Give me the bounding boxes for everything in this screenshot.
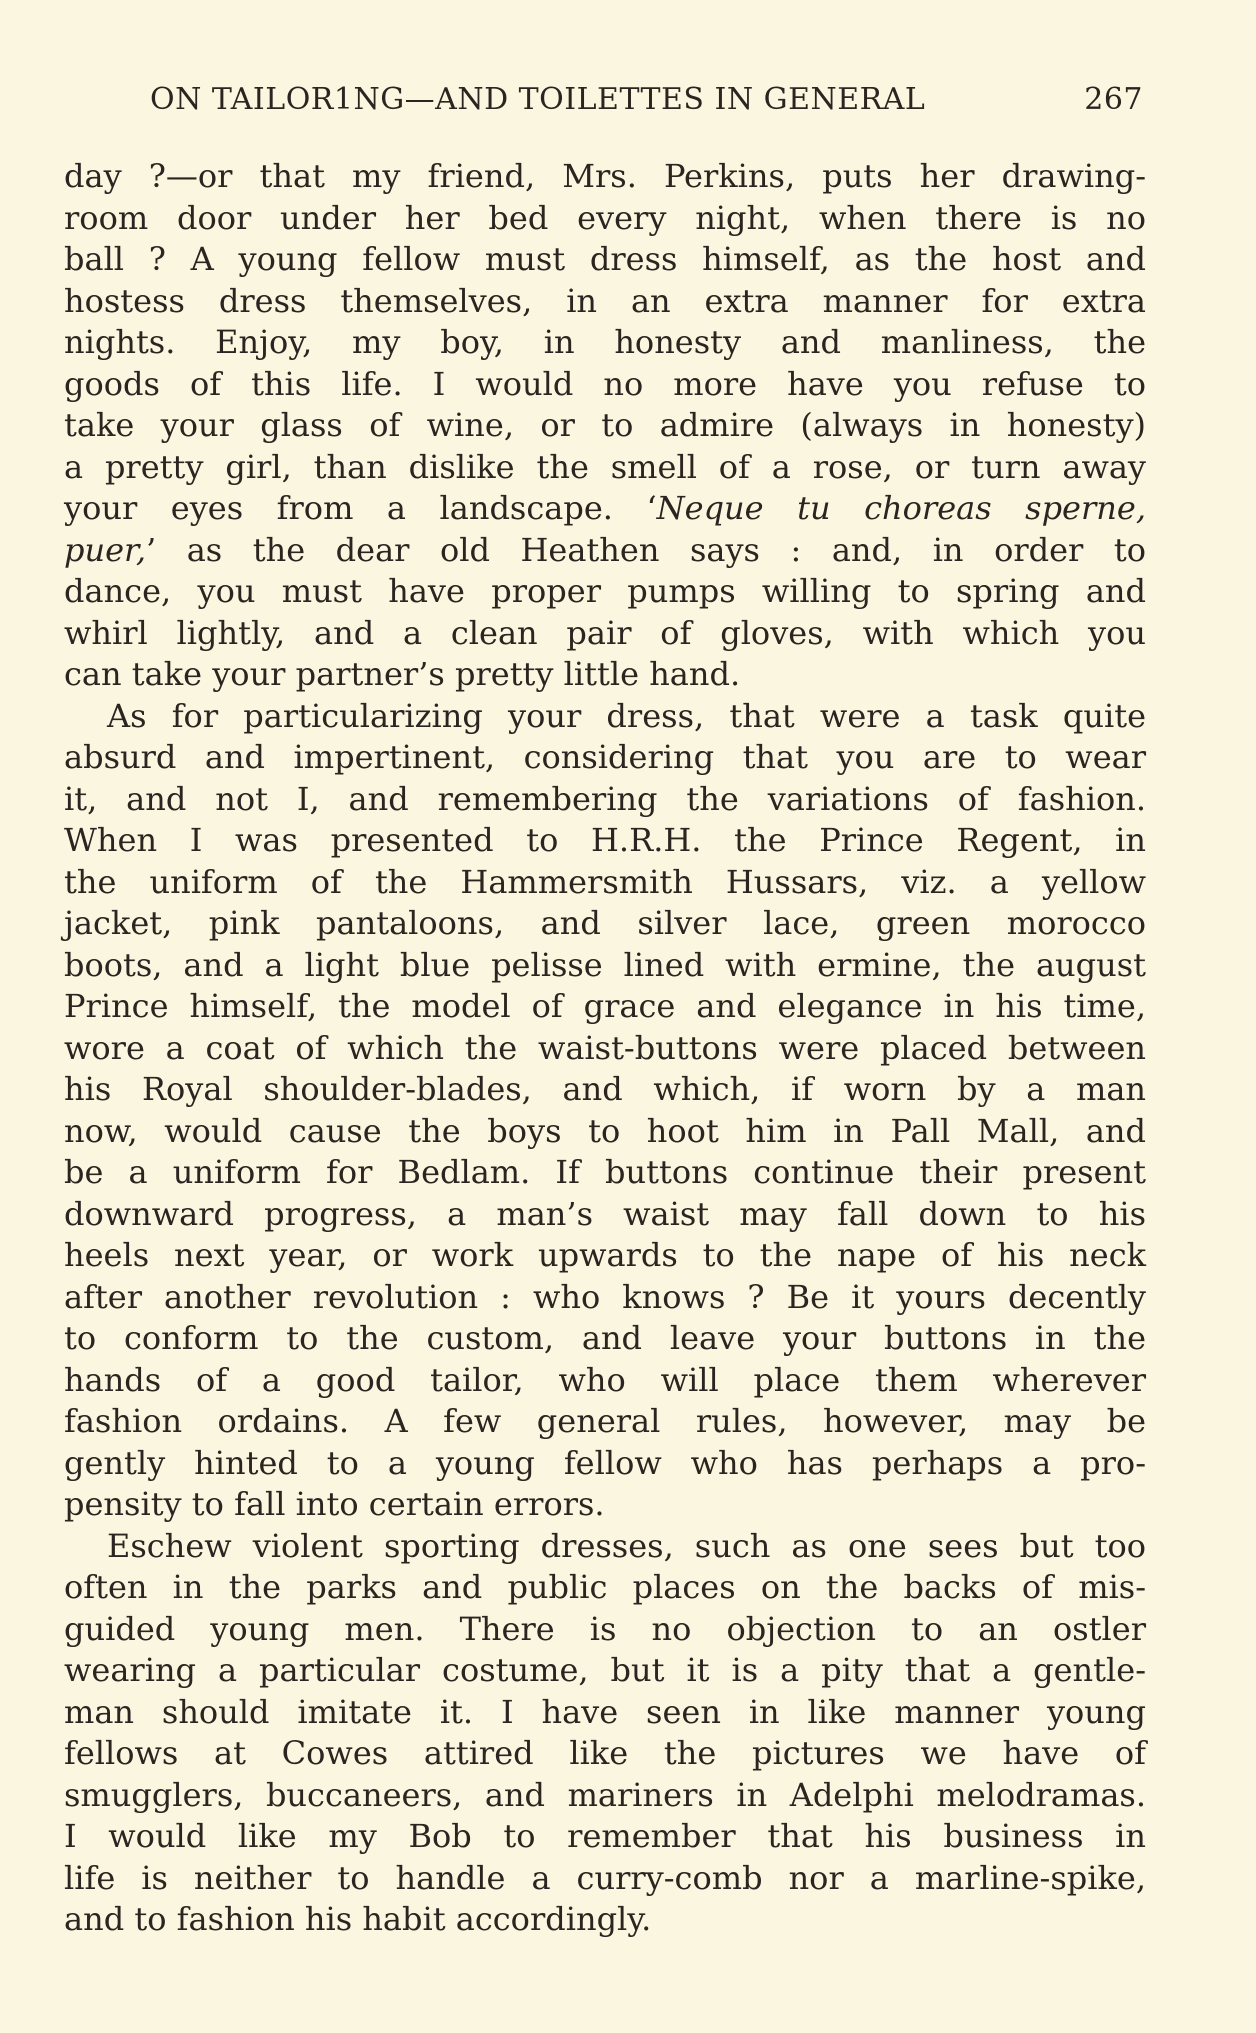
text-line: and to fashion his habit accordingly. — [64, 1900, 652, 1938]
text-line: wore a coat of which the waist-buttons were placed between — [64, 1028, 1146, 1067]
body-text — [64, 156, 1146, 1941]
italic-quote: Neque tu choreas sperne, — [656, 489, 1146, 527]
chapter-title: ON TAILOR1NG—AND TOILETTES IN GENERAL — [150, 82, 926, 117]
text-line: dance, you must have proper pumps willing to spring and — [64, 572, 1146, 610]
italic-quote: puer, — [64, 530, 146, 569]
text-line: Prince himself, the model of grace and elegance in his time, — [64, 987, 1146, 1025]
text-line: absurd and impertinent, considering that you are to wear — [64, 738, 1146, 776]
text-line: the uniform of the Hammersmith Hussars, viz. a yellow — [64, 862, 1146, 901]
text-line: wearing a particular costume, but it is a pity that a gentle- — [64, 1651, 1146, 1689]
text-line: now, would cause the boys to hoot him in Pall Mall, and — [64, 1111, 1146, 1150]
running-head — [150, 78, 1143, 122]
text-line-segment: your eyes from a landscape. ‘ — [64, 489, 657, 527]
text-line: a pretty girl, than dislike the smell of a rose, or turn away — [64, 447, 1146, 486]
text-line: I would like my Bob to remember that his business in — [64, 1817, 1146, 1855]
page-number: 267 — [1084, 82, 1143, 117]
text-line: downward progress, a man’s waist may fall down to his — [64, 1194, 1146, 1233]
text-line: hands of a good tailor, who will place them wherever — [64, 1360, 1146, 1399]
text-line: take your glass of wine, or to admire (always in honesty) — [64, 406, 1146, 444]
text-line: boots, and a light blue pelisse lined with ermine, the august — [64, 945, 1146, 984]
text-line: whirl lightly, and a clean pair of gloves, with which you — [64, 613, 1146, 652]
text-line-segment: ’ as the dear old Heathen says : and, in order to — [145, 530, 1146, 569]
text-line: day ?—or that my friend, Mrs. Perkins, puts her drawing- — [64, 157, 1146, 195]
text-line: goods of this life. I would no more have you refuse to — [64, 364, 1146, 403]
text-line: hostess dress themselves, in an extra manner for extra — [64, 281, 1146, 320]
text-line: life is neither to handle a curry-comb nor a marline-spike, — [64, 1858, 1146, 1897]
text-line: gently hinted to a young fellow who has perhaps a pro- — [64, 1443, 1146, 1482]
text-line: nights. Enjoy, my boy, in honesty and manliness, the — [64, 323, 1146, 361]
text-line: to conform to the custom, and leave your buttons in the — [64, 1319, 1146, 1357]
text-line — [64, 530, 1146, 572]
text-line — [64, 488, 1146, 530]
text-line: jacket, pink pantaloons, and silver lace, green morocco — [64, 904, 1146, 942]
text-line: ball ? A young fellow must dress himself, as the host and — [64, 240, 1146, 278]
text-line: room door under her bed every night, when there is no — [64, 198, 1146, 237]
text-line: it, and not I, and remembering the variations of fashion. — [64, 779, 1146, 818]
text-line: man should imitate it. I have seen in like manner young — [64, 1692, 1146, 1731]
text-line: be a uniform for Bedlam. If buttons continue their present — [64, 1153, 1146, 1191]
text-line: pensity to fall into certain errors. — [64, 1485, 605, 1523]
text-line: after another revolution : who knows ? Be it yours decently — [64, 1277, 1146, 1316]
text-line: can take your partner’s pretty little hand. — [64, 655, 741, 693]
text-line: guided young men. There is no objection to an ostler — [64, 1609, 1146, 1648]
text-line: As for particularizing your dress, that were a task quite — [107, 696, 1146, 735]
text-line: his Royal shoulder-blades, and which, if worn by a man — [64, 1070, 1146, 1108]
text-line: fellows at Cowes attired like the pictures we have of — [64, 1734, 1146, 1772]
text-line: heels next year, or work upwards to the nape of his neck — [64, 1236, 1146, 1274]
text-line: often in the parks and public places on the backs of mis- — [64, 1568, 1146, 1606]
text-line: fashion ordains. A few general rules, however, may be — [64, 1402, 1146, 1440]
text-line: When I was presented to H.R.H. the Prince Regent, in — [64, 821, 1146, 859]
text-line: Eschew violent sporting dresses, such as one sees but too — [107, 1526, 1146, 1565]
text-line: smugglers, buccaneers, and mariners in Adelphi melodramas. — [64, 1775, 1146, 1814]
